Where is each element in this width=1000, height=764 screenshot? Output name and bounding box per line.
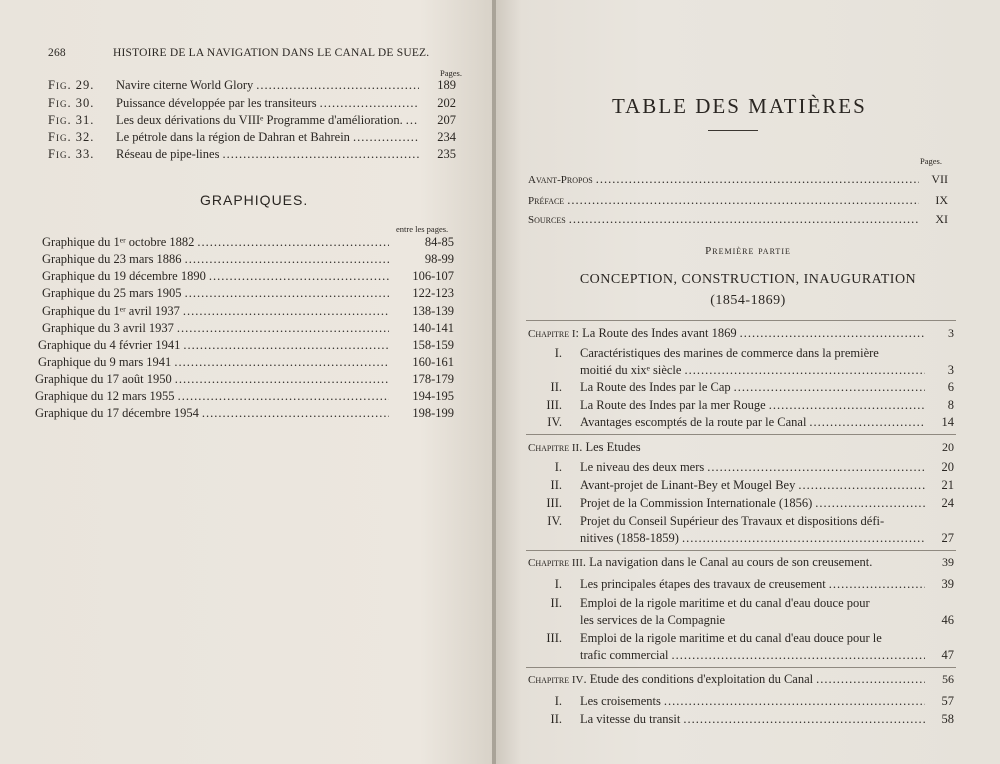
part-title: CONCEPTION, CONSTRUCTION, INAUGURATION	[579, 272, 917, 287]
figure-title: Le pétrole dans la région de Dahran et Bahrein	[116, 130, 350, 144]
graphiques-pages-label: entre les pages.	[396, 224, 449, 234]
figure-entry	[48, 96, 456, 111]
section-entry	[526, 631, 952, 665]
chapter-page: 39	[942, 555, 954, 569]
section-line	[580, 363, 954, 378]
section-title-cont: moitié du xixᵉ siècle	[580, 363, 682, 377]
section-entry	[526, 596, 952, 630]
leader-dots	[734, 380, 925, 395]
leader-dots	[769, 398, 925, 413]
figure-label: Fig. 33.	[48, 147, 95, 161]
graphique-entry	[35, 372, 454, 387]
leader-dots	[809, 415, 925, 430]
graphique-title: Graphique du 1ᵉʳ octobre 1882	[42, 235, 195, 249]
figures-pages-label: Pages.	[440, 68, 462, 78]
section-title: Emploi de la rigole maritime et du canal d'eau douce pour le	[580, 631, 882, 645]
leader-dots	[185, 252, 389, 267]
section-number: II.	[550, 478, 562, 492]
chapter-page: 20	[942, 440, 954, 454]
toc-entry-front	[528, 172, 948, 187]
figure-entry	[48, 113, 456, 128]
leader-dots	[209, 269, 389, 284]
section-title-cont: les services de la Compagnie	[580, 613, 726, 627]
section-title: Avant-projet de Linant-Bey et Mougel Bey	[580, 478, 796, 492]
section-title: Caractéristiques des marines de commerce dans la première	[580, 346, 879, 360]
section-number: II.	[550, 380, 562, 394]
section-title: La Route des Indes par la mer Rouge	[580, 398, 766, 412]
figure-title: Puissance développée par les transiteurs	[116, 96, 317, 110]
graphique-pages: 178-179	[412, 372, 454, 386]
front-matter-title: Sources	[528, 214, 566, 226]
figure-entry	[48, 130, 456, 145]
leader-dots	[175, 372, 389, 387]
chapter-title: . Les Etudes	[579, 440, 641, 454]
figure-title: Réseau de pipe-lines	[116, 147, 220, 161]
leader-dots	[177, 321, 389, 336]
chapter-entry	[528, 440, 954, 455]
graphique-entry	[35, 389, 454, 404]
leader-dots	[222, 147, 419, 162]
section-page: 8	[947, 398, 954, 412]
graphique-pages: 158-159	[412, 338, 454, 352]
section-page: 24	[941, 496, 954, 510]
section-page: 57	[941, 694, 954, 708]
section-line	[580, 648, 954, 663]
figure-page: 234	[437, 130, 456, 144]
chapter-title: : La Route des Indes avant 1869	[575, 326, 737, 340]
running-title: HISTOIRE DE LA NAVIGATION DANS LE CANAL DE SUEZ.	[113, 47, 430, 59]
section-number: I.	[554, 346, 562, 360]
leader-dots	[815, 496, 925, 511]
graphique-title: Graphique du 23 mars 1886	[42, 252, 182, 266]
section-number: III.	[546, 631, 562, 645]
leader-dots	[684, 363, 925, 378]
leader-dots	[816, 672, 925, 687]
section-number: I.	[554, 460, 562, 474]
section-title: Projet de la Commission Internationale (1856)	[580, 496, 813, 510]
toc-entry-front	[528, 193, 948, 208]
section-title: Avantages escomptés de la route par le Canal	[580, 415, 807, 429]
section-title: Emploi de la rigole maritime et du canal d'eau douce pour	[580, 596, 870, 610]
graphique-entry	[38, 338, 454, 353]
section-entry	[526, 346, 952, 380]
leader-dots	[740, 326, 925, 341]
leader-dots	[829, 577, 925, 592]
graphique-pages: 98-99	[424, 252, 454, 266]
section-title: Le niveau des deux mers	[580, 460, 705, 474]
graphique-pages: 194-195	[412, 389, 454, 403]
section-page: 27	[941, 531, 954, 545]
chapter-label: Chapitre I	[528, 328, 576, 340]
graphique-entry	[38, 355, 454, 370]
chapter-label: Chapitre IV	[528, 674, 584, 686]
section-page: 47	[941, 648, 954, 662]
section-page: 58	[941, 712, 954, 726]
section-line	[580, 478, 954, 493]
leader-dots	[596, 172, 919, 187]
section-line	[580, 415, 954, 430]
section-page: 14	[941, 415, 954, 429]
section-title: Projet du Conseil Supérieur des Travaux et dispositions défi-	[580, 514, 885, 528]
graphique-title: Graphique du 19 décembre 1890	[42, 269, 206, 283]
figure-page: 207	[437, 113, 456, 127]
section-number: III.	[546, 496, 562, 510]
graphique-entry	[42, 321, 454, 336]
part-dates: (1854-1869)	[710, 293, 786, 308]
graphique-title: Graphique du 17 août 1950	[35, 372, 172, 386]
leader-dots	[406, 113, 419, 128]
right-page	[496, 0, 1000, 764]
section-page: 46	[941, 613, 954, 627]
figure-label: Fig. 29.	[48, 78, 95, 92]
chapter-label: Chapitre III	[528, 557, 583, 569]
section-title: Les croisements	[580, 694, 661, 708]
section-page: 21	[941, 478, 954, 492]
section-page: 20	[941, 460, 954, 474]
graphique-pages: 198-199	[412, 406, 454, 420]
graphiques-heading: GRAPHIQUES.	[200, 192, 309, 208]
section-title-cont: nitives (1858-1859)	[580, 531, 679, 545]
chapter-title: . Etude des conditions d'exploitation du Canal	[583, 672, 814, 686]
graphique-title: Graphique du 3 avril 1937	[42, 321, 174, 335]
chapter-entry	[528, 555, 954, 570]
figure-label: Fig. 31.	[48, 113, 95, 127]
divider	[526, 434, 956, 435]
graphique-pages: 122-123	[412, 286, 454, 300]
chapter-title: . La navigation dans le Canal au cours de son creusement.	[582, 555, 873, 569]
divider	[526, 667, 956, 668]
section-line	[580, 613, 954, 628]
front-matter-page: XI	[935, 212, 948, 226]
figure-label: Fig. 30.	[48, 96, 95, 110]
leader-dots	[664, 694, 925, 709]
divider	[526, 550, 956, 551]
section-line	[580, 577, 954, 592]
toc-title: TABLE DES MATIÈRES	[612, 94, 867, 118]
leader-dots	[174, 355, 389, 370]
section-page: 3	[947, 363, 954, 377]
figure-entry	[48, 78, 456, 93]
graphique-title: Graphique du 9 mars 1941	[38, 355, 172, 369]
graphique-entry	[42, 252, 454, 267]
figure-page: 235	[437, 147, 456, 161]
figure-title: Navire citerne World Glory	[116, 78, 254, 92]
figure-page: 202	[437, 96, 456, 110]
figure-label: Fig. 32.	[48, 130, 95, 144]
leader-dots	[353, 130, 419, 145]
leader-dots	[320, 96, 419, 111]
leader-dots	[256, 78, 419, 93]
graphique-pages: 84-85	[424, 235, 454, 249]
pages-label: Pages.	[920, 156, 942, 166]
section-title-cont: trafic commercial	[580, 648, 669, 662]
graphique-entry	[35, 406, 454, 421]
section-number: III.	[546, 398, 562, 412]
page-number: 268	[48, 47, 66, 59]
front-matter-page: VII	[931, 172, 948, 186]
leader-dots	[202, 406, 389, 421]
graphique-title: Graphique du 25 mars 1905	[42, 286, 182, 300]
graphique-entry	[42, 269, 454, 284]
section-number: II.	[550, 596, 562, 610]
figure-title: Les deux dérivations du VIIIᵉ Programme d'amélioration.	[116, 113, 403, 127]
leader-dots	[569, 212, 919, 227]
front-matter-page: IX	[935, 193, 948, 207]
section-page: 6	[947, 380, 954, 394]
leader-dots	[672, 648, 926, 663]
leader-dots	[567, 193, 919, 208]
graphique-title: Graphique du 12 mars 1955	[35, 389, 175, 403]
section-number: IV.	[547, 415, 562, 429]
section-line	[580, 496, 954, 511]
graphique-title: Graphique du 17 décembre 1954	[35, 406, 199, 420]
left-page	[0, 0, 494, 764]
section-title: La Route des Indes par le Cap	[580, 380, 731, 394]
leader-dots	[197, 235, 389, 250]
section-number: I.	[554, 577, 562, 591]
section-line	[580, 380, 954, 395]
section-line	[580, 460, 954, 475]
graphique-entry	[42, 304, 454, 319]
figure-entry	[48, 147, 456, 162]
chapter-entry	[528, 672, 954, 687]
leader-dots	[178, 389, 389, 404]
leader-dots	[683, 712, 925, 727]
section-line	[580, 398, 954, 413]
graphique-pages: 140-141	[412, 321, 454, 335]
front-matter-title: Préface	[528, 195, 565, 207]
graphique-title: Graphique du 1ᵉʳ avril 1937	[42, 304, 180, 318]
graphique-entry	[42, 286, 454, 301]
divider	[526, 320, 956, 321]
section-number: I.	[554, 694, 562, 708]
graphique-title: Graphique du 4 février 1941	[38, 338, 181, 352]
leader-dots	[707, 460, 925, 475]
leader-dots	[183, 304, 389, 319]
toc-entry-front	[528, 212, 948, 227]
front-matter-title: Avant-Propos	[528, 174, 593, 186]
figure-page: 189	[437, 78, 456, 92]
section-number: IV.	[547, 514, 562, 528]
section-number: II.	[550, 712, 562, 726]
section-line	[580, 712, 954, 727]
title-rule	[708, 130, 758, 131]
chapter-page: 3	[948, 326, 954, 340]
graphique-pages: 138-139	[412, 304, 454, 318]
chapter-label: Chapitre II	[528, 442, 580, 454]
part-label: Première partie	[705, 245, 791, 257]
section-title: Les principales étapes des travaux de creusement	[580, 577, 826, 591]
graphique-pages: 106-107	[412, 269, 454, 283]
section-title: La vitesse du transit	[580, 712, 681, 726]
leader-dots	[185, 286, 389, 301]
section-entry	[526, 514, 952, 548]
graphique-entry	[42, 235, 454, 250]
section-line	[580, 531, 954, 546]
leader-dots	[183, 338, 389, 353]
leader-dots	[682, 531, 925, 546]
section-line	[580, 694, 954, 709]
graphique-pages: 160-161	[412, 355, 454, 369]
chapter-entry	[528, 326, 954, 341]
section-page: 39	[941, 577, 954, 591]
leader-dots	[798, 478, 925, 493]
chapter-page: 56	[942, 672, 954, 686]
